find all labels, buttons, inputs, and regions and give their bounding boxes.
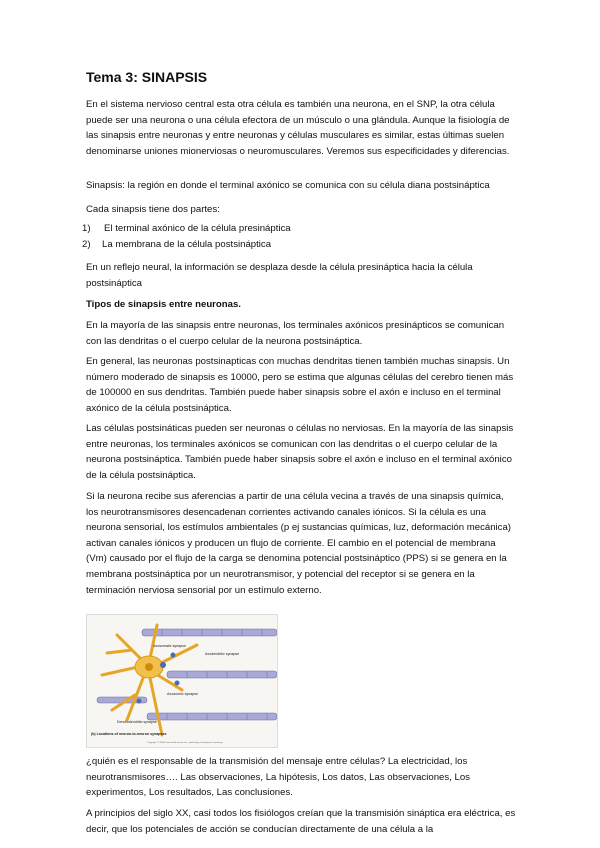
list-number: 1) <box>82 223 91 234</box>
label-dendrodendritic: Dendrodendritic synapse <box>117 720 157 724</box>
paragraph-intro: En el sistema nervioso central esta otra célula es también una neurona, en el SNP, la otra célula puede ser una neurona o una célula efectora de un músculo o una glándula. Aunque la fisiología de las sinapsis entre neuronas y entre neuronas y células musculares es similar, estas últimas suelen denominarse uniones mionerviosas o neuromusculares. Veremos sus especificidades y diferencias. <box>86 99 510 157</box>
label-axosomatic: Axosomatic synapse <box>153 644 186 648</box>
list-text: La membrana de la célula postsináptica <box>102 238 272 250</box>
paragraph-question: ¿quién es el responsable de la transmisión del mensaje entre células? La electricidad, los neurotransmisores…. Las observaciones, La hipótesis, Los datos, Las observaciones, Los experimentos, Los resultados, Las conclusiones. <box>86 756 470 799</box>
page-title: Tema 3: SINAPSIS <box>86 69 208 85</box>
neuron-illustration <box>87 615 277 747</box>
label-axoaxonic: Axoaxonic synapse <box>167 692 198 696</box>
figure-caption: (b) Locations of neuron-to-neuron synapses <box>91 732 167 736</box>
list-item <box>82 221 512 237</box>
label-axodendritic: Axodendritic synapse <box>205 652 240 656</box>
list-number: 2) <box>82 238 91 250</box>
section-subtitle: Tipos de sinapsis entre neuronas. <box>86 299 241 310</box>
figure-copyright: Copyright © 2004 Pearson Education, Inc., publishing as Benjamin Cummings <box>147 742 223 744</box>
paragraph-afferents: Si la neurona recibe sus aferencias a partir de una célula vecina a través de una sinapsis química, los neurotransmisores desencadenan corrientes activando canales iónicos. Si la célula es una neurona sensorial, los estímulos ambientales (p ej sustancias químicas, luz, deformación mecánica) activan canales iónicos y producen un flujo de corriente. El cambio en el potencial de membrana (Vm) causado por el flujo de la carga se denomina potencial postsináptico (PPS) si se genera en la membrana postsináptica por un neurotransmisor, y potencial del receptor si se genera en la terminación nerviosa sensorial por un estímulo externo. <box>86 491 511 596</box>
list-text: El terminal axónico de la célula presináptica <box>104 223 291 234</box>
paragraph-postsynaptic-cells: Las células postsináticas pueden ser neuronas o células no nerviosas. En la mayoría de las sinapsis entre neuronas, los terminales axónicos se comunican con las dendritas o el cuerpo celular de la neurona postsináptica. También puede haber sinapsis sobre el axón e incluso en el terminal axónico de la célula postsináptica. <box>86 423 514 481</box>
paragraph-history: A principios del siglo XX, casi todos los fisiólogos creían que la transmisión sináptica era eléctrica, es decir, que los potenciales de acción se conducían directamente de una célula a la <box>86 808 516 835</box>
parts-list <box>82 221 512 252</box>
paragraph-definition: Sinapsis: la región en donde el terminal axónico se comunica con su célula diana postsináptica <box>86 180 490 191</box>
paragraph-dendrites: En general, las neuronas postsinapticas con muchas dendritas tienen también muchas sinapsis. Un número moderado de sinapsis es 10000, pero se estima que algunas células del cerebro tienen más de 100000 en sus dendritas. También puede haber sinapsis sobre el axón e incluso en el terminal axónico de la célula postsináptica. <box>86 356 514 414</box>
paragraph-synapses-neurons: En la mayoría de las sinapsis entre neuronas, los terminales axónicos presinápticos se comunican con las dendritas o el cuerpo celular de la neurona postsináptica. <box>86 320 505 347</box>
list-item <box>82 237 512 253</box>
neuron-synapse-figure <box>86 614 278 748</box>
paragraph-reflex: En un reflejo neural, la información se desplaza desde la célula presináptica hacia la célula postsináptica <box>86 262 473 289</box>
paragraph-parts: Cada sinapsis tiene dos partes: <box>86 204 220 215</box>
